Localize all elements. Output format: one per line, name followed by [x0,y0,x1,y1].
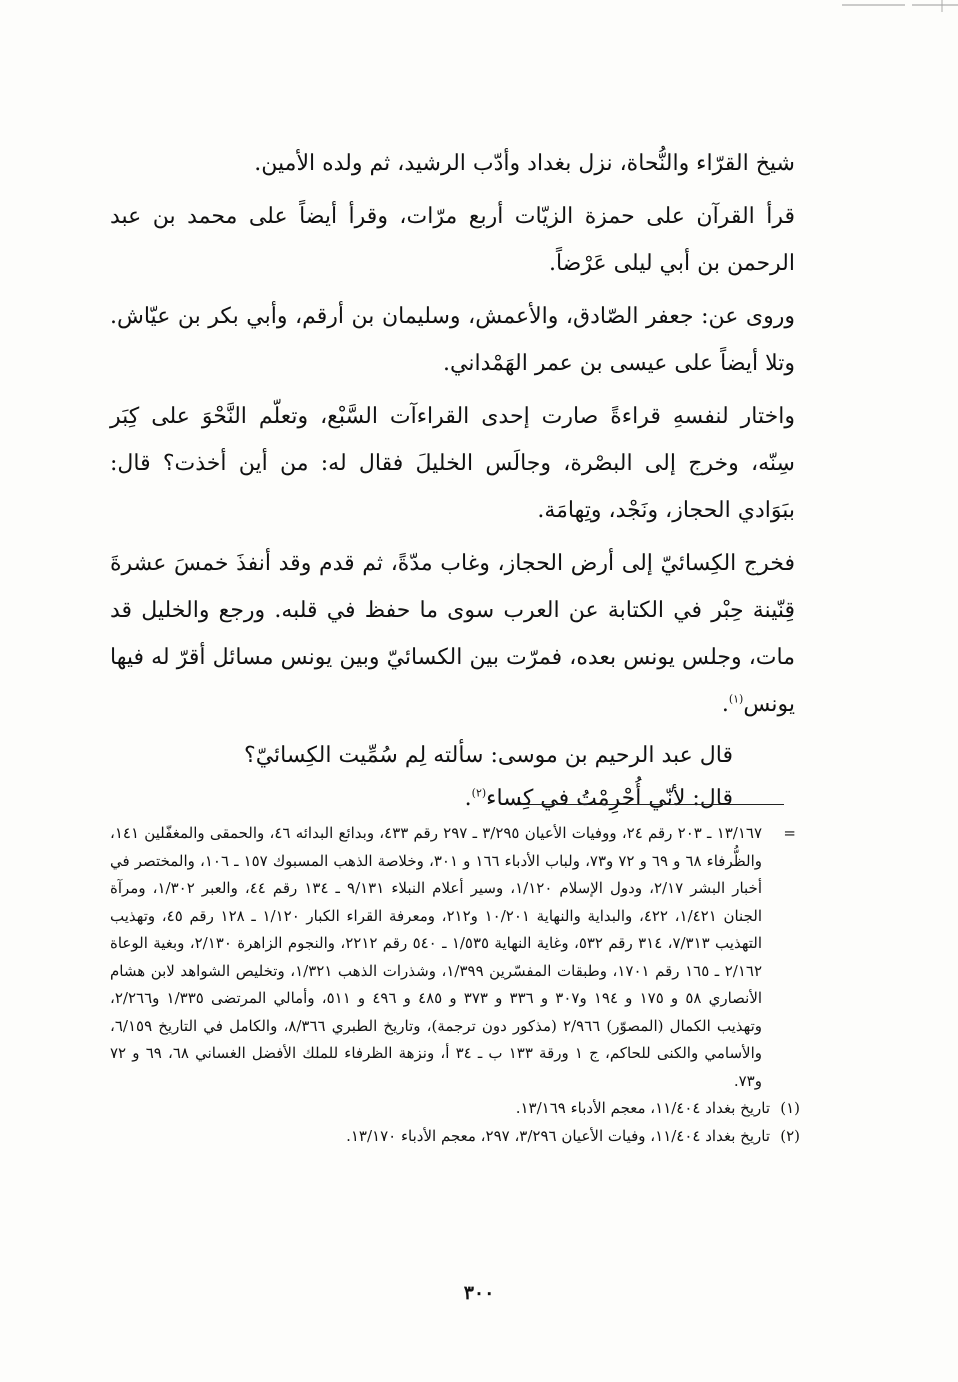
quote-line-2-end: . [464,786,472,811]
main-text [110,140,795,820]
paragraph-3: وروى عن: جعفر الصّادق، والأعمش، وسليمان بن أرقم، وأبي بكر بن عيّاش. وتلا أيضاً على عيسى بن عمر الهَمْداني. [110,304,795,376]
paragraph-4: واختار لنفسهِ قراءةً صارت إحدى القراءآت السَّبْع، وتعلّم النَّحْوَ على كِبَر سِنّه، وخرج إلى البصْرة، وجالَس الخليلَ فقال له: من أين أخذت؟ قال: ببَوَادي الحجاز، ونَجْد، وتِهامَة. [110,404,795,523]
footnote-2-number: (٢) [780,1126,800,1145]
paragraph-2: قرأ القرآن على حمزة الزيّات أربع مرّات، وقرأ أيضاً على محمد بن عبد الرحمن بن أبي ليلى عَرْضاً. [110,204,795,276]
footnotes [110,820,800,1150]
footnote-2-text: تاريخ بغداد ١١/٤٠٤، وفيات الأعيان ٣/٢٩٦، ٢٩٧، معجم الأدباء ١٣/١٧٠. [346,1126,770,1145]
quote-line-2 [110,777,795,820]
quote-line-1: قال عبد الرحيم بن موسى: سألته لِم سُمِّيت الكِسائيّ؟ [244,743,733,768]
footnote-ref-1: (١) [728,692,744,706]
paragraph-5-text: فخرج الكِسائيّ إلى أرض الحجاز، وغاب مدّةً، ثم قدم وقد أنفذَ خمسَ عشرةَ قِنّينة حِبْر في الكتابة عن العرب سوى ما حفظ في قلبه. ورجع والخليل قد مات، وجلس يونس بعده، فمرّت بين الكسائيّ وبين يونس مسائل أقرّ له فيها يونس [110,551,795,717]
paragraph-5 [110,540,795,728]
footnote-2 [110,1123,800,1151]
footnote-1-text: تاريخ بغداد ١١/٤٠٤، معجم الأدباء ١٣/١٦٩. [515,1099,770,1117]
footnote-separator [518,804,784,805]
footnote-ref-2: (٢) [471,786,487,800]
paragraph-1: شيخ القرّاء والنُّحاة، نزل بغداد وأدّب الرشيد، ثم ولده الأمين. [254,151,795,176]
footnote-continuation-text: ١٣/١٦٧ ـ ٢٠٣ رقم ٢٤، ووفيات الأعيان ٣/٢٩٥ ـ ٢٩٧ رقم ٤٣٣، وبدائع البدائه ٤٦، والحمقى والمغفّلين ١٤١، والظُّرفاء ٦٨ و ٦٩ و ٧٢ و٧٣، ولباب الأدباء ١٦٦ و ٣٠١، وخلاصة الذهب المسبوك ١٥٧ ـ ١٠٦، والمختصر في أخبار البشر ٢/١٧، ودول الإسلام ١/١٢٠، وسير أعلام النبلاء ٩/١٣١ ـ ١٣٤ رقم ٤٤، والعبر ١/٣٠٢، ومرآة الجنان ١/٤٢١، ٤٢٢، والبداية والنهاية ١٠/٢٠١ و٢١٢، ومعرفة القراء الكبار ١/١٢٠ ـ ١٢٨ رقم ٤٥، وتهذيب التهذيب ٧/٣١٣، ٣١٤ رقم ٥٣٢، وغاية النهاية ١/٥٣٥ ـ ٥٤٠ رقم ٢٢١٢، والنجوم الزاهرة ٢/١٣٠، وبغية الوعاة ٢/١٦٢ ـ ١٦٥ رقم ١٧٠١، وطبقات المفسّرين ١/٣٩٩، وشذرات الذهب ١/٣٢١، وتخليص الشواهد لابن هشام الأنصاري ٥٨ و ١٧٥ و ١٩٤ و٣٠٧ و ٣٣٦ و ٣٧٣ و ٤٨٥ و ٤٩٦ و ٥١١، وأمالي المرتضى ١/٣٣٥ و٢/٢٦٦، وتهذيب الكمال (المصوّر) ٢/٩٦٦ (مذكور دون ترجمة)، وتاريخ الطبري ٨/٣٦٦، والكامل في التاريخ ٦/١٥٩، والأسامي والكنى للحاكم، ج ١ ورقة ١٣٣ ب ـ ٣٤ أ، ونزهة الظرفاء للملك الأفضل الغساني ٦٨، ٦٩ و ٧٢ و٧٣. [110,824,763,1090]
footnote-1-number: (١) [780,1099,800,1117]
quote-line-2-text: قال: لأنّي أُحْرِمْتُ في كِساء [486,786,733,811]
page-number: ٣٠٠ [463,1282,495,1304]
footnote-1 [110,1095,800,1123]
paragraph-5-end: . [721,692,729,717]
continuation-marker: = [783,824,796,842]
scan-corner-marks [0,0,958,20]
footnote-continuation [110,820,800,1095]
